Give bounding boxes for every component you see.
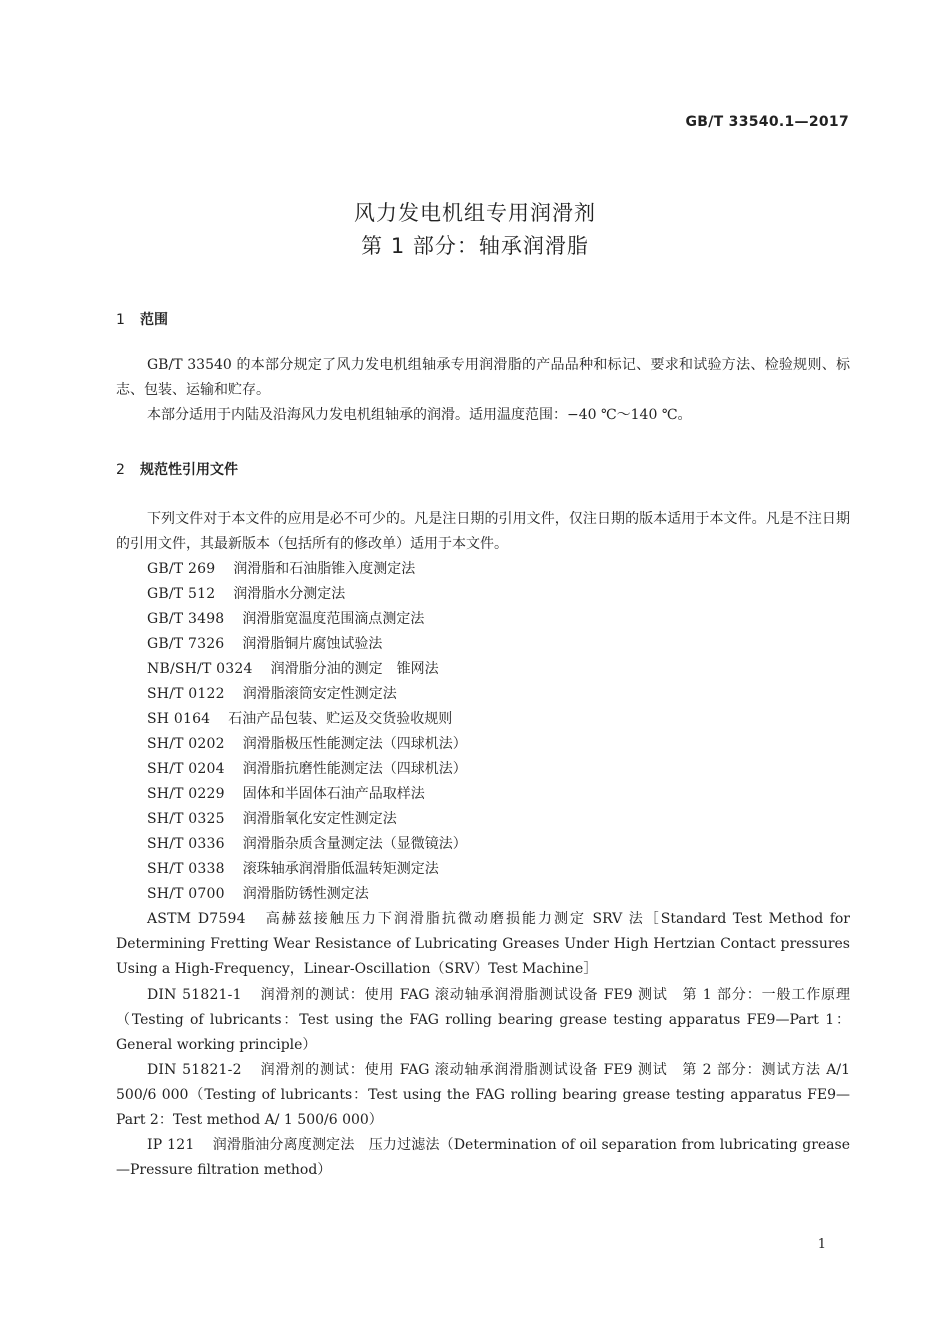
reference-item bbox=[116, 857, 850, 882]
reference-code: SH 0164 bbox=[147, 711, 211, 727]
reference-code: GB/T 3498 bbox=[147, 611, 225, 627]
reference-code: SH/T 0229 bbox=[147, 786, 225, 802]
reference-code: NB/SH/T 0324 bbox=[147, 661, 253, 677]
reference-item bbox=[116, 582, 850, 607]
section-number: 2 bbox=[116, 462, 125, 478]
reference-code: DIN 51821-1 bbox=[147, 987, 242, 1003]
reference-item bbox=[116, 657, 850, 682]
reference-item bbox=[116, 832, 850, 857]
reference-title: 润滑脂和石油脂锥入度测定法 bbox=[233, 561, 416, 577]
reference-code: DIN 51821-2 bbox=[147, 1062, 242, 1078]
reference-title: 润滑脂水分测定法 bbox=[233, 586, 346, 602]
reference-title: 润滑脂防锈性测定法 bbox=[242, 886, 369, 902]
reference-code: SH/T 0325 bbox=[147, 811, 225, 827]
section-heading-normative-references bbox=[116, 459, 238, 479]
standard-code: GB/T 33540.1—2017 bbox=[685, 114, 849, 130]
scope-paragraph: GB/T 33540 的本部分规定了风力发电机组轴承专用润滑脂的产品品种和标记、要求和试验方法、检验规则、标志、包装、运输和贮存。 bbox=[116, 357, 850, 398]
reference-code: ASTM D7594 bbox=[147, 911, 246, 927]
reference-item bbox=[116, 632, 850, 657]
reference-title: 石油产品包装、贮运及交货验收规则 bbox=[228, 711, 453, 727]
reference-code: GB/T 7326 bbox=[147, 636, 225, 652]
reference-item bbox=[116, 907, 850, 982]
reference-title: 润滑脂氧化安定性测定法 bbox=[242, 811, 397, 827]
reference-item bbox=[116, 807, 850, 832]
reference-item bbox=[116, 983, 850, 1058]
reference-item bbox=[116, 782, 850, 807]
reference-code: GB/T 269 bbox=[147, 561, 216, 577]
section-heading-scope bbox=[116, 309, 168, 329]
reference-code: SH/T 0336 bbox=[147, 836, 225, 852]
reference-item bbox=[116, 557, 850, 582]
section-number: 1 bbox=[116, 312, 125, 328]
section-title: 范围 bbox=[140, 312, 168, 328]
reference-title: 润滑脂极压性能测定法（四球机法） bbox=[242, 736, 467, 752]
reference-code: SH/T 0202 bbox=[147, 736, 225, 752]
reference-item bbox=[116, 1058, 850, 1133]
reference-item bbox=[116, 757, 850, 782]
reference-title: 润滑脂杂质含量测定法（显微镜法） bbox=[242, 836, 467, 852]
reference-title: 润滑脂铜片腐蚀试验法 bbox=[242, 636, 383, 652]
reference-code: IP 121 bbox=[147, 1137, 195, 1153]
reference-code: GB/T 512 bbox=[147, 586, 216, 602]
reference-item bbox=[116, 882, 850, 907]
reference-code: SH/T 0204 bbox=[147, 761, 225, 777]
reference-title: 润滑脂分油的测定 锥网法 bbox=[270, 661, 439, 677]
reference-title: 高赫兹接触压力下润滑脂抗微动磨损能力测定 SRV 法［Standard Test Method for Determining Fretting Wear Resistance of Lubricating Greases Under High Hertzian Contact pressures Using a High-Frequency，Linear-Oscillation（SRV）Test Machine］ bbox=[116, 911, 850, 977]
reference-code: SH/T 0122 bbox=[147, 686, 225, 702]
reference-title: 固体和半固体石油产品取样法 bbox=[242, 786, 425, 802]
references-intro-paragraph: 下列文件对于本文件的应用是必不可少的。凡是注日期的引用文件，仅注日期的版本适用于本文件。凡是不注日期的引用文件，其最新版本（包括所有的修改单）适用于本文件。 bbox=[116, 511, 850, 552]
reference-item bbox=[116, 707, 850, 732]
page-number: 1 bbox=[817, 1237, 826, 1252]
reference-title: 润滑剂的测试：使用 FAG 滚动轴承润滑脂测试设备 FE9 测试 第 2 部分：测试方法 A/1 500/6 000（Testing of lubricants：Test using the FAG rolling bearing grease testing apparatus FE9—Part 2：Test method A/ 1 500/6 000） bbox=[116, 1062, 850, 1128]
reference-title: 润滑脂滚筒安定性测定法 bbox=[242, 686, 397, 702]
document-subtitle: 第 1 部分：轴承润滑脂 bbox=[361, 234, 589, 258]
reference-code: SH/T 0338 bbox=[147, 861, 225, 877]
reference-title: 滚珠轴承润滑脂低温转矩测定法 bbox=[242, 861, 439, 877]
section-title: 规范性引用文件 bbox=[140, 462, 238, 478]
reference-item bbox=[116, 732, 850, 757]
document-title: 风力发电机组专用润滑剂 bbox=[354, 201, 596, 225]
reference-title: 润滑脂抗磨性能测定法（四球机法） bbox=[242, 761, 467, 777]
scope-paragraph: 本部分适用于内陆及沿海风力发电机组轴承的润滑。适用温度范围：−40 ℃～140 ℃。 bbox=[147, 407, 692, 423]
reference-title: 润滑剂的测试：使用 FAG 滚动轴承润滑脂测试设备 FE9 测试 第 1 部分：一般工作原理（Testing of lubricants：Test using the FAG rolling bearing grease testing apparatus FE9—Part 1：General working principle） bbox=[116, 987, 850, 1053]
reference-item bbox=[116, 1133, 850, 1183]
reference-code: SH/T 0700 bbox=[147, 886, 225, 902]
reference-title: 润滑脂宽温度范围滴点测定法 bbox=[242, 611, 425, 627]
reference-item bbox=[116, 682, 850, 707]
reference-title: 润滑脂油分离度测定法 压力过滤法（Determination of oil separation from lubricating grease—Pressure filtration method） bbox=[116, 1137, 850, 1178]
reference-item bbox=[116, 607, 850, 632]
